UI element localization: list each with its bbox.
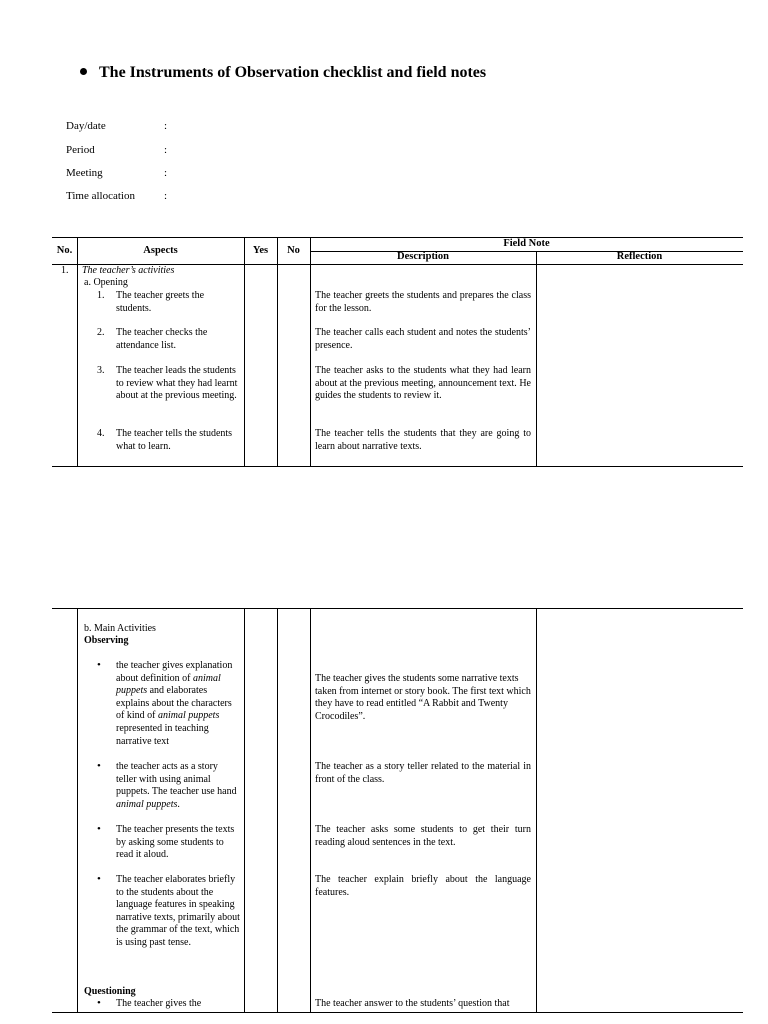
description-text: The teacher asks some students to get their turn reading aloud sentences in the text.: [315, 824, 531, 848]
bullet-icon: [80, 68, 87, 75]
table-border: [536, 251, 537, 467]
questioning-heading: Questioning: [84, 986, 136, 997]
aspect-text: The teacher checks the attendance list.: [116, 327, 208, 351]
table-border: [244, 237, 245, 467]
row-number: 1.: [61, 265, 69, 276]
item-number: 3.: [97, 365, 105, 376]
subsection-title: a. Opening: [84, 277, 128, 288]
aspect-text: [116, 761, 240, 811]
description-text: The teacher greets the students and prepares the class for the lesson.: [315, 290, 531, 314]
section-title: The teacher’s activities: [82, 265, 175, 276]
table-border: [77, 237, 78, 467]
table-border: [52, 608, 743, 609]
meta-row-time-allocation: [66, 190, 167, 202]
aspect-text: The teacher elaborates briefly to the students about the language features in speaking narrative texts, primarily about the grammar of the text, which is using past tense.: [116, 874, 240, 948]
meta-row-meeting: [66, 167, 167, 179]
meta-row-period: [66, 144, 167, 156]
header-no-col: No: [287, 245, 300, 256]
aspect-text: The teacher gives the: [116, 998, 202, 1009]
header-reflection: Reflection: [616, 251, 663, 262]
item-number: 1.: [97, 290, 105, 301]
meta-label: Time allocation: [66, 190, 135, 202]
header-field-note: Field Note: [503, 238, 550, 249]
aspect-text: The teacher greets the students.: [116, 290, 205, 314]
meta-colon: :: [164, 167, 168, 179]
header-aspects: Aspects: [143, 245, 178, 256]
description-text: The teacher tells the students that they are going to learn about narrative texts.: [315, 428, 531, 452]
aspect-text: The teacher presents the texts by asking some students to read it aloud.: [116, 824, 235, 861]
bullet-icon: •: [97, 659, 101, 671]
document-title: [80, 64, 486, 82]
table-border: [52, 1012, 743, 1013]
meta-label: Meeting: [66, 167, 103, 179]
table-border: [310, 608, 311, 1013]
aspect-text-part: represented in teaching narrative text: [116, 722, 209, 747]
aspect-text-emphasis: animal puppets: [116, 798, 178, 810]
bullet-icon: •: [97, 997, 101, 1009]
table-border: [77, 608, 78, 1013]
bullet-icon: •: [97, 760, 101, 772]
observing-heading: Observing: [84, 635, 129, 646]
aspect-text-part: and elaborates explains about the characters of kind of: [116, 685, 232, 722]
header-description: Description: [397, 251, 449, 262]
meta-label: Day/date: [66, 120, 106, 132]
description-text: The teacher explain briefly about the language features.: [315, 874, 531, 898]
meta-colon: :: [164, 144, 168, 156]
aspect-text-part: .: [177, 798, 180, 810]
aspect-text: The teacher leads the students to review what they had learnt about at the previous meeting.: [116, 365, 238, 402]
table-border: [310, 237, 311, 467]
meta-colon: :: [164, 190, 168, 202]
header-no: No.: [56, 245, 73, 256]
aspect-text-part: the teacher acts as a story teller with using animal puppets. The teacher use hand: [116, 761, 237, 798]
aspect-text-emphasis: animal puppets: [157, 710, 220, 722]
item-number: 2.: [97, 327, 105, 338]
aspect-text: The teacher tells the students what to learn.: [116, 428, 233, 452]
table-border: [277, 237, 278, 467]
meta-row-daydate: [66, 120, 167, 132]
description-text: The teacher as a story teller related to the material in front of the class.: [315, 761, 531, 785]
item-number: 4.: [97, 428, 105, 439]
table-border: [52, 466, 743, 467]
bullet-icon: •: [97, 823, 101, 835]
table-border: [277, 608, 278, 1013]
table-border: [244, 608, 245, 1013]
aspect-text-part: the teacher gives explanation about definition of: [116, 660, 233, 684]
description-text: The teacher gives the students some narrative texts taken from internet or story book. The first text which they have to read entitled “A Rabbit and Twenty Crocodiles”.: [315, 673, 531, 722]
subsection-title: b. Main Activities: [84, 623, 156, 634]
meta-label: Period: [66, 144, 95, 156]
title-text: The Instruments of Observation checklist and field notes: [99, 64, 487, 81]
description-text: The teacher calls each student and notes the students’ presence.: [315, 327, 531, 351]
meta-colon: :: [164, 120, 168, 132]
description-text: The teacher answer to the students’ question that: [315, 998, 510, 1009]
table-border: [536, 608, 537, 1013]
aspect-text-emphasis: animal puppets: [116, 672, 221, 697]
description-text: The teacher asks to the students what they had learn about at the previous meeting, announcement text. He guides the students to review it.: [315, 365, 531, 402]
aspect-text: [116, 660, 240, 748]
header-yes: Yes: [252, 245, 269, 256]
bullet-icon: •: [97, 873, 101, 885]
